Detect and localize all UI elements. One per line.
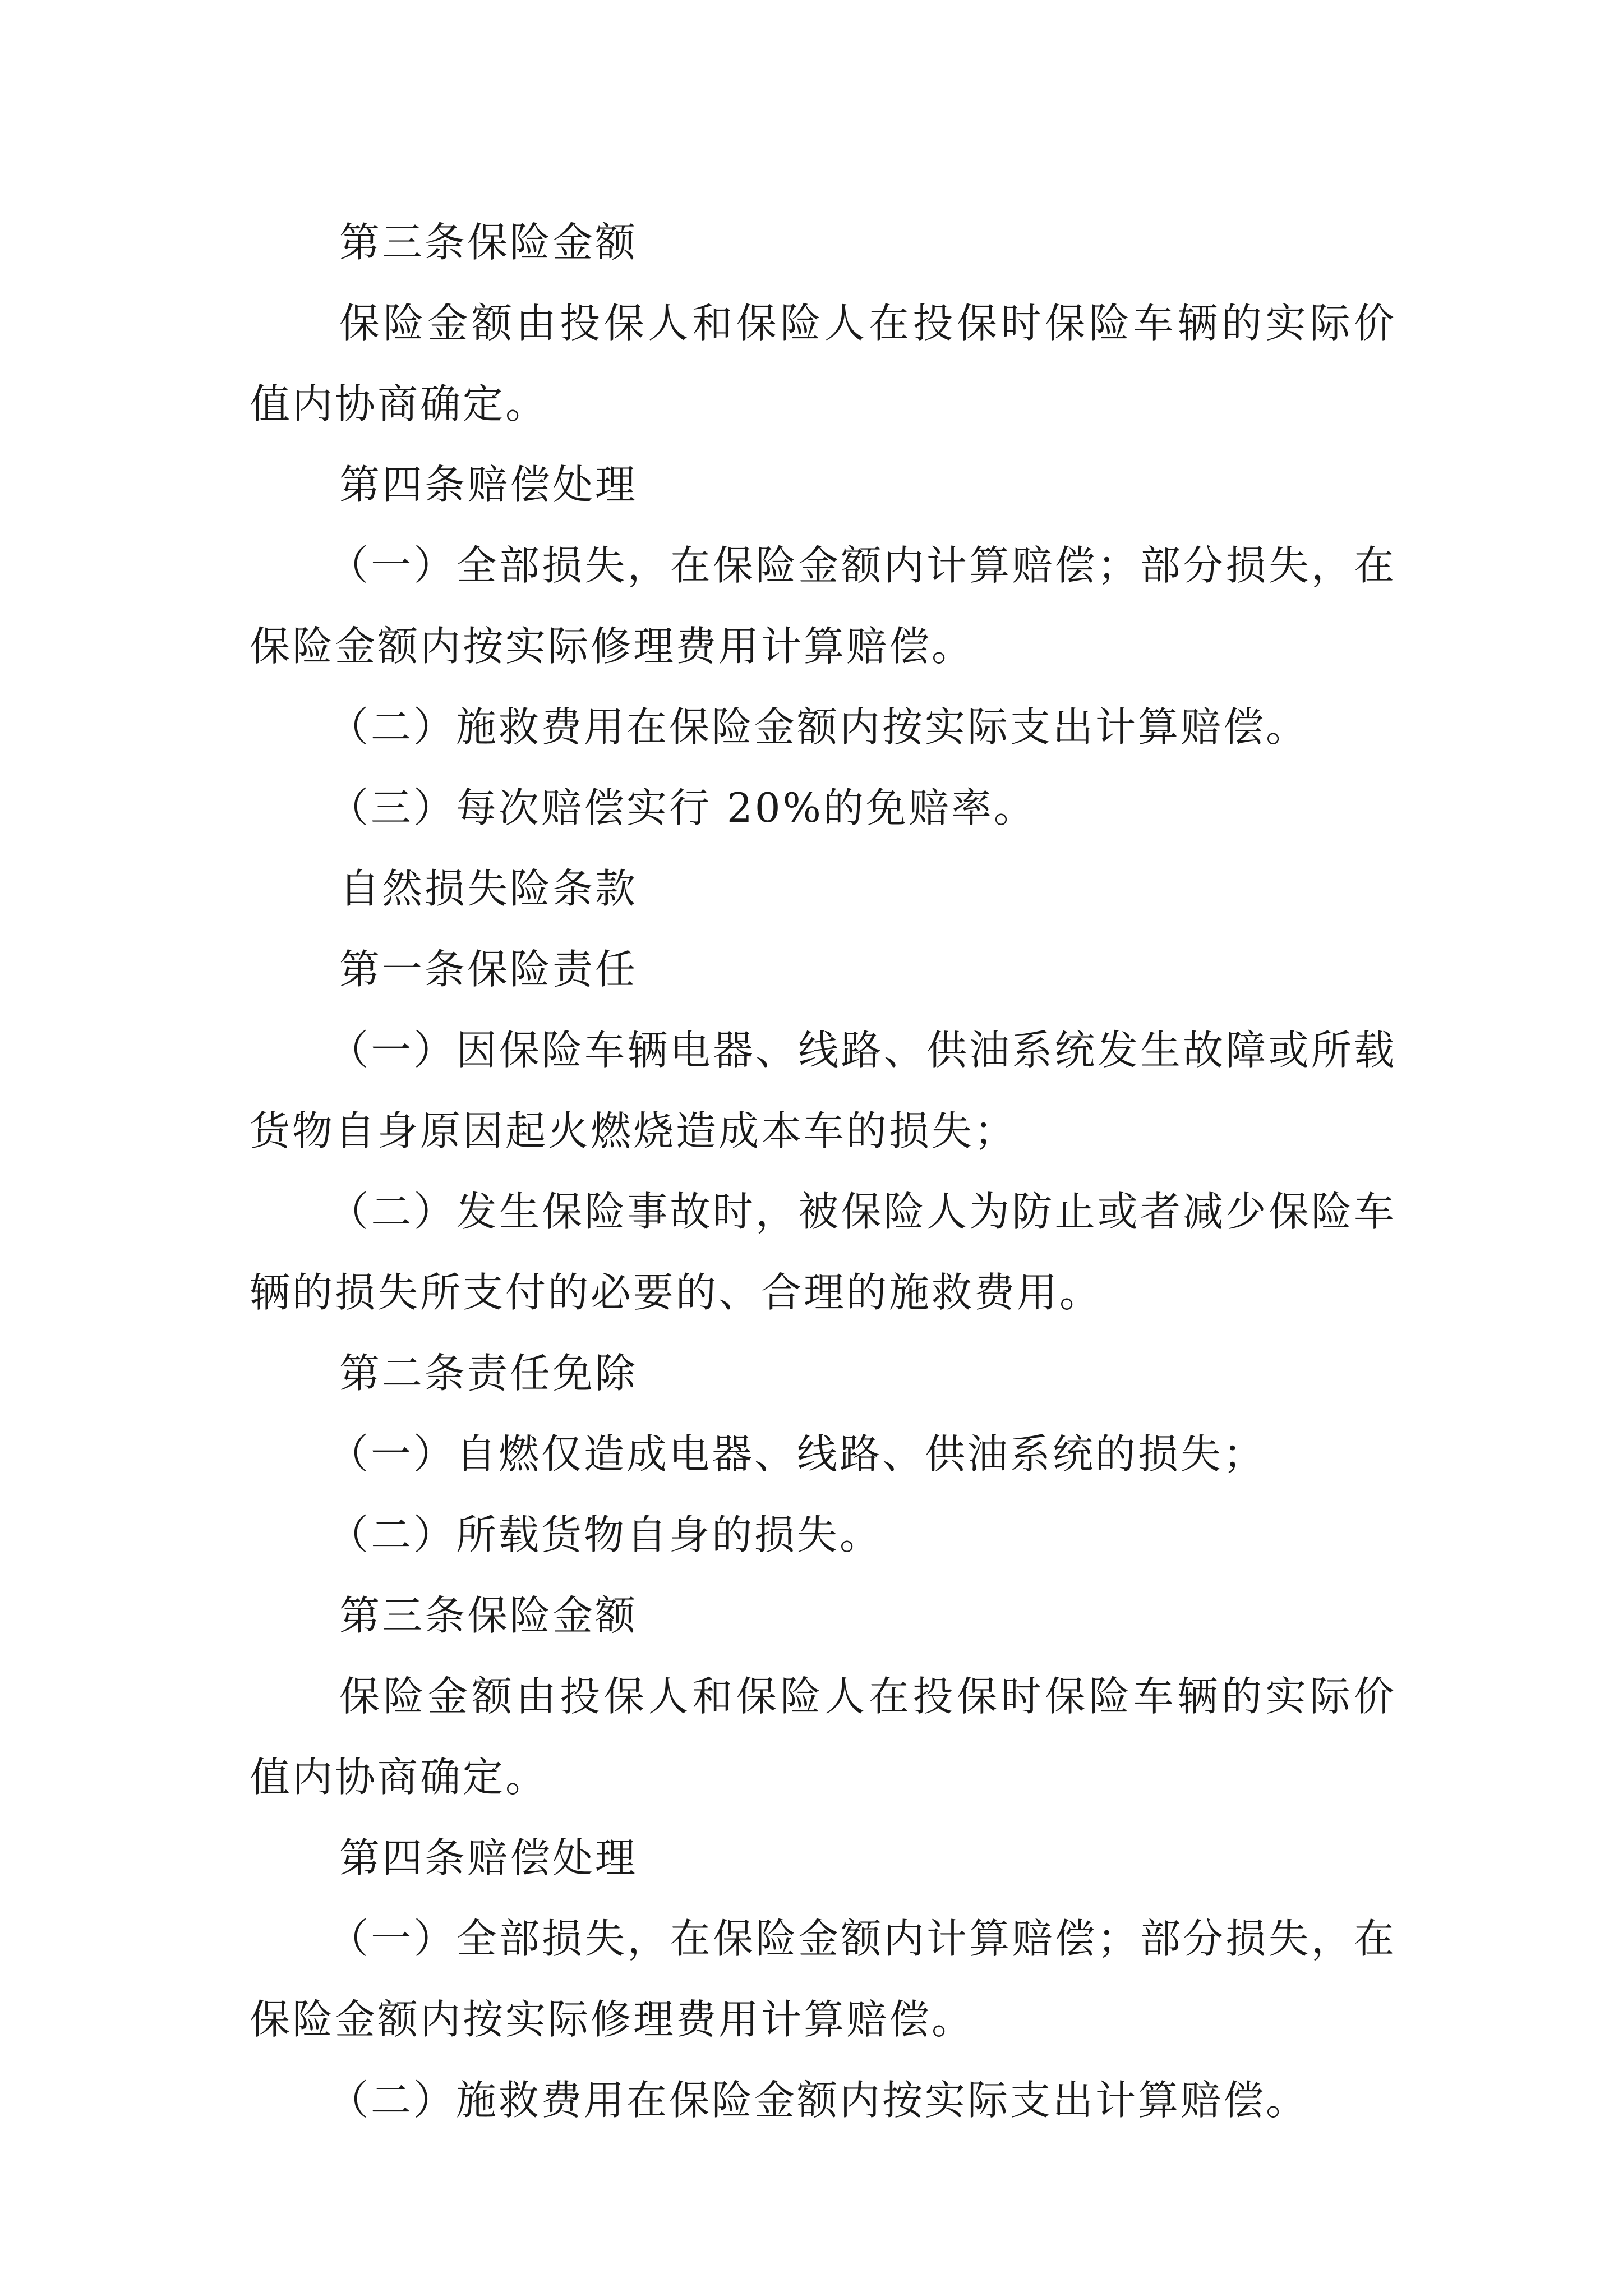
section-heading: 第三条保险金额	[339, 219, 638, 266]
clause-title: 自然损失险条款	[339, 865, 638, 912]
list-item: （一）全部损失，在保险金额内计算赔偿；部分损失，在保险金额内按实际修理费用计算赔偿。	[250, 542, 1396, 670]
list-item: （一）全部损失，在保险金额内计算赔偿；部分损失，在保险金额内按实际修理费用计算赔偿。	[250, 1915, 1396, 2043]
section-heading: 第三条保险金额	[339, 1592, 638, 1639]
paragraph: 保险金额由投保人和保险人在投保时保险车辆的实际价值内协商确定。	[250, 1673, 1396, 1801]
paragraph: 保险金额由投保人和保险人在投保时保险车辆的实际价值内协商确定。	[250, 300, 1396, 427]
section-heading: 第二条责任免除	[339, 1350, 638, 1397]
list-item: （二）发生保险事故时，被保险人为防止或者减少保险车辆的损失所支付的必要的、合理的施救费用。	[250, 1188, 1396, 1316]
document-body	[250, 202, 1396, 2141]
section-heading: 第一条保险责任	[339, 946, 638, 993]
list-item: （一）因保险车辆电器、线路、供油系统发生故障或所载货物自身原因起火燃烧造成本车的损失；	[250, 1027, 1396, 1154]
list-item: （三）每次赔偿实行 20%的免赔率。	[328, 784, 1036, 831]
section-heading: 第四条赔偿处理	[339, 1834, 638, 1881]
section-heading: 第四条赔偿处理	[339, 461, 638, 508]
list-item: （二）所载货物自身的损失。	[328, 1511, 883, 1558]
list-item: （一）自燃仅造成电器、线路、供油系统的损失；	[328, 1430, 1266, 1478]
list-item: （二）施救费用在保险金额内按实际支出计算赔偿。	[328, 2077, 1309, 2124]
list-item: （二）施救费用在保险金额内按实际支出计算赔偿。	[328, 703, 1309, 751]
